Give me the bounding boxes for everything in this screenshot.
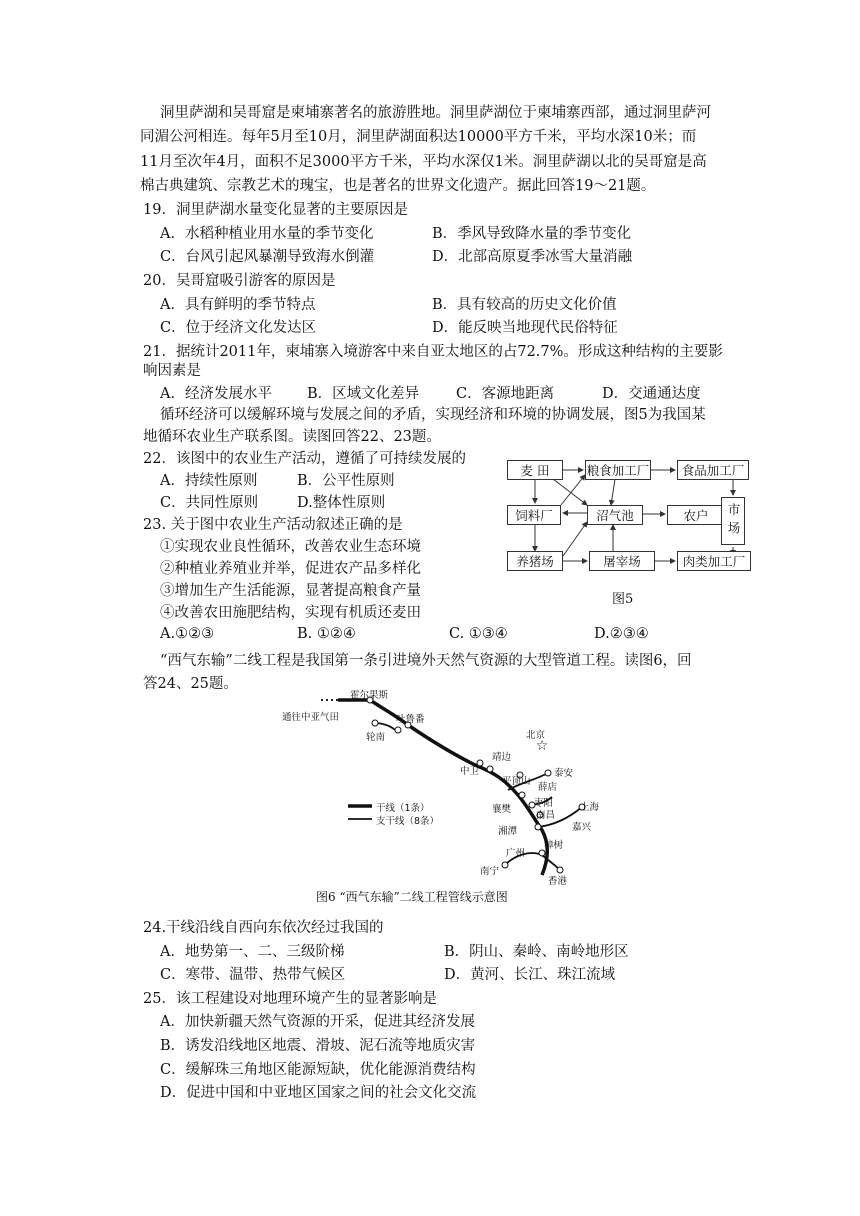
- city-label: 香港: [548, 876, 568, 887]
- city-label: 薛店: [538, 782, 558, 793]
- option-23d: D.②③④: [594, 626, 649, 642]
- option-19b: B．季风导致降水量的季节变化: [432, 226, 632, 242]
- option-22b: B．公平性原则: [297, 473, 395, 489]
- city-label: 南宁: [480, 866, 500, 877]
- node-feed-mill: 饲料厂: [507, 505, 561, 525]
- option-22d: D.整体性原则: [297, 495, 386, 511]
- figure-5-diagram: [505, 455, 760, 580]
- option-20d: D．能反映当地现代民俗特征: [432, 320, 618, 336]
- node-biogas: 沼气池: [587, 505, 643, 525]
- node-food-plant: 食品加工厂: [677, 460, 749, 480]
- passage-line: 同湄公河相连。每年5月至10月，洞里萨湖面积达10000平方千米，平均水深10米；而: [140, 129, 697, 145]
- option-25b: B．诱发沿线地区地震、滑坡、泥石流等地质灾害: [160, 1038, 476, 1054]
- option-22a: A．持续性原则: [160, 473, 258, 489]
- node-farmer: 农户: [667, 505, 725, 525]
- city-label: 湘潭: [498, 826, 518, 837]
- passage-line: “西气东输”二线工程是我国第一条引进境外天然气资源的大型管道工程。读图6，回: [160, 653, 692, 669]
- option-19a: A．水稻种植业用水量的季节变化: [160, 226, 374, 242]
- option-20c: C．位于经济文化发达区: [160, 320, 317, 336]
- statement-3: ③增加生产生活能源，显著提高粮食产量: [160, 583, 421, 599]
- legend-main-line: 干线（1条）: [376, 803, 430, 814]
- passage-line: 循环经济可以缓解环境与发展之间的矛盾，实现经济和环境的协调发展，图5为我国某: [160, 407, 706, 423]
- statement-4: ④改善农田施肥结构，实现有机质还麦田: [160, 605, 421, 621]
- question-20: 20．吴哥窟吸引游客的原因是: [143, 273, 336, 289]
- city-label: 嘉兴: [572, 822, 592, 833]
- svg-text:☆: ☆: [535, 738, 549, 754]
- option-21d: D．交通通达度: [602, 386, 701, 402]
- question-22: 22．该图中的农业生产活动，遵循了可持续发展的: [143, 451, 466, 467]
- city-label: 枣阳: [534, 798, 554, 809]
- option-22c: C．共同性原则: [160, 495, 259, 511]
- city-label: 吐鲁番: [396, 714, 425, 725]
- option-20b: B．具有较高的历史文化价值: [432, 297, 617, 313]
- option-20a: A．具有鲜明的季节特点: [160, 297, 316, 313]
- figure-6-map: [280, 685, 620, 885]
- node-pig-farm: 养猪场: [507, 551, 563, 571]
- option-21b: B．区域文化差异: [307, 386, 420, 402]
- option-24d: D．黄河、长江、珠江流域: [444, 967, 616, 983]
- option-24b: B．阴山、秦岭、南岭地形区: [444, 944, 629, 960]
- figure-6-caption: 图6 “西气东输”二线工程管线示意图: [316, 890, 508, 904]
- question-24: 24.干线沿线自西向东依次经过我国的: [143, 920, 384, 936]
- legend-branch-line: 支干线（8条）: [376, 816, 440, 827]
- city-label: 霍尔果斯: [350, 690, 389, 701]
- passage-line: 答24、25题。: [143, 676, 238, 692]
- city-label: 上海: [580, 802, 600, 813]
- city-label: 泰安: [554, 768, 574, 779]
- option-24c: C．寒带、温带、热带气候区: [160, 967, 346, 983]
- city-label: 樟树: [544, 840, 564, 851]
- option-25a: A．加快新疆天然气资源的开采，促进其经济发展: [160, 1014, 475, 1030]
- question-25: 25．该工程建设对地理环境产生的显著影响是: [143, 991, 437, 1007]
- option-21c: C．客源地距离: [456, 386, 555, 402]
- option-24a: A．地势第一、二、三级阶梯: [160, 944, 345, 960]
- statement-2: ②种植业养殖业并举，促进农产品多样化: [160, 561, 421, 577]
- passage-line: 11月至次年4月，面积不足3000平方千米，平均水深仅1米。洞里萨湖以北的吴哥窟是高: [140, 154, 707, 170]
- city-label: 北京: [526, 730, 546, 741]
- option-23b: B. ①②④: [297, 626, 356, 642]
- question-21: 21．据统计2011年，柬埔寨入境游客中来自亚太地区的占72.7%。形成这种结构的主要影: [143, 344, 723, 360]
- city-label: 中卫: [460, 766, 480, 777]
- node-slaughterhouse: 屠宰场: [589, 551, 655, 571]
- passage-line: 洞里萨湖和吴哥窟是柬埔寨著名的旅游胜地。洞里萨湖位于柬埔寨西部，通过洞里萨河: [160, 105, 711, 121]
- city-label: 南昌: [536, 810, 556, 821]
- city-label: 襄樊: [492, 804, 512, 815]
- question-19: 19．洞里萨湖水量变化显著的主要原因是: [143, 202, 408, 218]
- node-meat-plant: 肉类加工厂: [677, 551, 751, 571]
- option-25c: C．缓解珠三角地区能源短缺，优化能源消费结构: [160, 1062, 476, 1078]
- option-23c: C. ①③④: [449, 626, 508, 642]
- passage-line: 棉古典建筑、宗教艺术的瑰宝，也是著名的世界文化遗产。据此回答19～21题。: [140, 178, 656, 194]
- option-19d: D．北部高原夏季冰雪大量消融: [432, 249, 633, 265]
- city-label: 通往中亚气田: [282, 712, 340, 723]
- question-21-cont: 响因素是: [143, 363, 201, 379]
- option-19c: C．台风引起风暴潮导致海水倒灌: [160, 249, 375, 265]
- node-market: 市场: [721, 497, 745, 545]
- node-wheat-field: 麦 田: [507, 460, 563, 480]
- question-23: 23. 关于图中农业生产活动叙述正确的是: [143, 517, 403, 533]
- city-label: 轮南: [366, 732, 386, 743]
- option-21a: A．经济发展水平: [160, 386, 272, 402]
- figure-5-caption: 图5: [612, 592, 634, 607]
- statement-1: ①实现农业良性循环，改善农业生态环境: [160, 539, 421, 555]
- city-label: 平顶山: [502, 776, 531, 787]
- city-label: 广州: [506, 848, 526, 859]
- passage-line: 地循环农业生产联系图。读图回答22、23题。: [143, 429, 441, 445]
- option-25d: D．促进中国和中亚地区国家之间的社会文化交流: [160, 1085, 477, 1101]
- option-23a: A.①②③: [160, 626, 215, 642]
- city-label: 靖边: [492, 752, 512, 763]
- node-grain-plant: 粮食加工厂: [585, 460, 651, 480]
